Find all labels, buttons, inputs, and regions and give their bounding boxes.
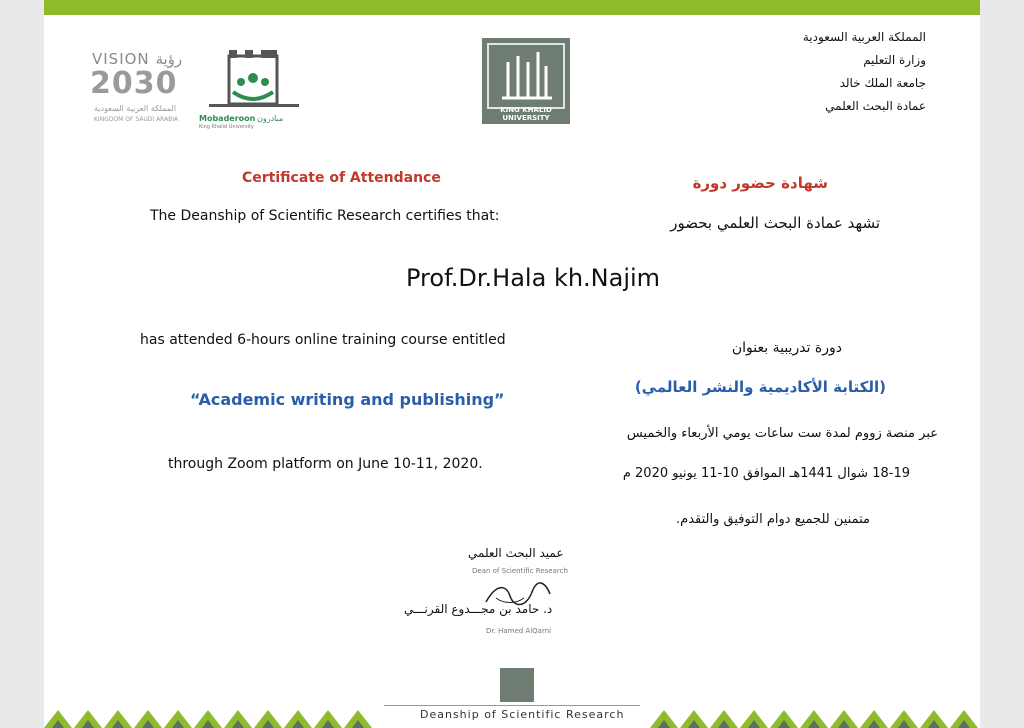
certifies-text-en: The Deanship of Scientific Research certifies that: bbox=[150, 208, 500, 224]
vision-year: 2030 bbox=[90, 66, 178, 101]
vision-2030-logo bbox=[88, 50, 198, 130]
certificate-title-ar: شهادة حضور دورة bbox=[692, 174, 828, 192]
mobaderoon-ar: مبادرون bbox=[257, 114, 284, 123]
kku-emblem-icon bbox=[482, 38, 570, 114]
wishes-text-ar: متمنين للجميع دوام التوفيق والتقدم. bbox=[676, 512, 870, 527]
certificate bbox=[44, 0, 980, 728]
header-line-deanship: عمادة البحث العلمي bbox=[825, 99, 926, 113]
course-title-ar: (الكتابة الأكاديمية والنشر العالمي) bbox=[634, 378, 886, 396]
arabic-header bbox=[726, 26, 926, 118]
kku-logo bbox=[482, 38, 570, 124]
footer-pattern-left bbox=[44, 700, 374, 728]
vision-title: VISION رؤية bbox=[92, 50, 183, 68]
footer-pattern-right bbox=[650, 700, 980, 728]
course-title-en: “Academic writing and publishing” bbox=[190, 390, 505, 409]
dean-title-en: Dean of Scientific Research bbox=[472, 567, 568, 575]
dean-name-ar: د. حامد بن مجـــدوع القرنـــي bbox=[404, 602, 553, 616]
dean-name-en: Dr. Hamed AlQarni bbox=[486, 627, 552, 635]
vision-ar-text: المملكة العربية السعودية bbox=[94, 104, 177, 113]
date-text-ar: 18-19 شوال 1441هـ الموافق 10-11 يونيو 2020 م bbox=[622, 466, 910, 481]
attended-text-en: has attended 6-hours online training course entitled bbox=[140, 332, 506, 348]
header-line-university: جامعة الملك خالد bbox=[839, 76, 926, 90]
kku-label: KING KHALID UNIVERSITY bbox=[500, 106, 552, 122]
mobaderoon-name: Mobaderoon bbox=[199, 114, 256, 123]
certificate-title-en: Certificate of Attendance bbox=[242, 170, 441, 186]
through-text-en: through Zoom platform on June 10-11, 2020. bbox=[168, 456, 483, 472]
platform-text-ar: عبر منصة زووم لمدة ست ساعات يومي الأربعاء والخميس bbox=[626, 426, 938, 441]
header-line-ministry: وزارة التعليم bbox=[863, 53, 926, 67]
top-green-bar bbox=[44, 0, 980, 15]
dean-title-ar: عميد البحث العلمي bbox=[468, 546, 564, 560]
footer-divider bbox=[384, 705, 640, 706]
vision-en-text: KINGDOM OF SAUDI ARABIA bbox=[94, 116, 179, 123]
footer-kku-logo-icon bbox=[500, 668, 534, 702]
mobaderoon-sub: King Khalid University bbox=[199, 124, 254, 130]
header-line-kingdom: المملكة العربية السعودية bbox=[802, 30, 926, 44]
certifies-text-ar: تشهد عمادة البحث العلمي بحضور bbox=[670, 214, 880, 232]
course-label-ar: دورة تدريبية بعنوان bbox=[731, 340, 842, 356]
footer-deanship-text: Deanship of Scientific Research bbox=[420, 708, 625, 721]
recipient-name: Prof.Dr.Hala kh.Najim bbox=[406, 264, 661, 292]
mobaderoon-castle-icon bbox=[199, 48, 309, 112]
mobaderoon-logo bbox=[199, 48, 309, 133]
